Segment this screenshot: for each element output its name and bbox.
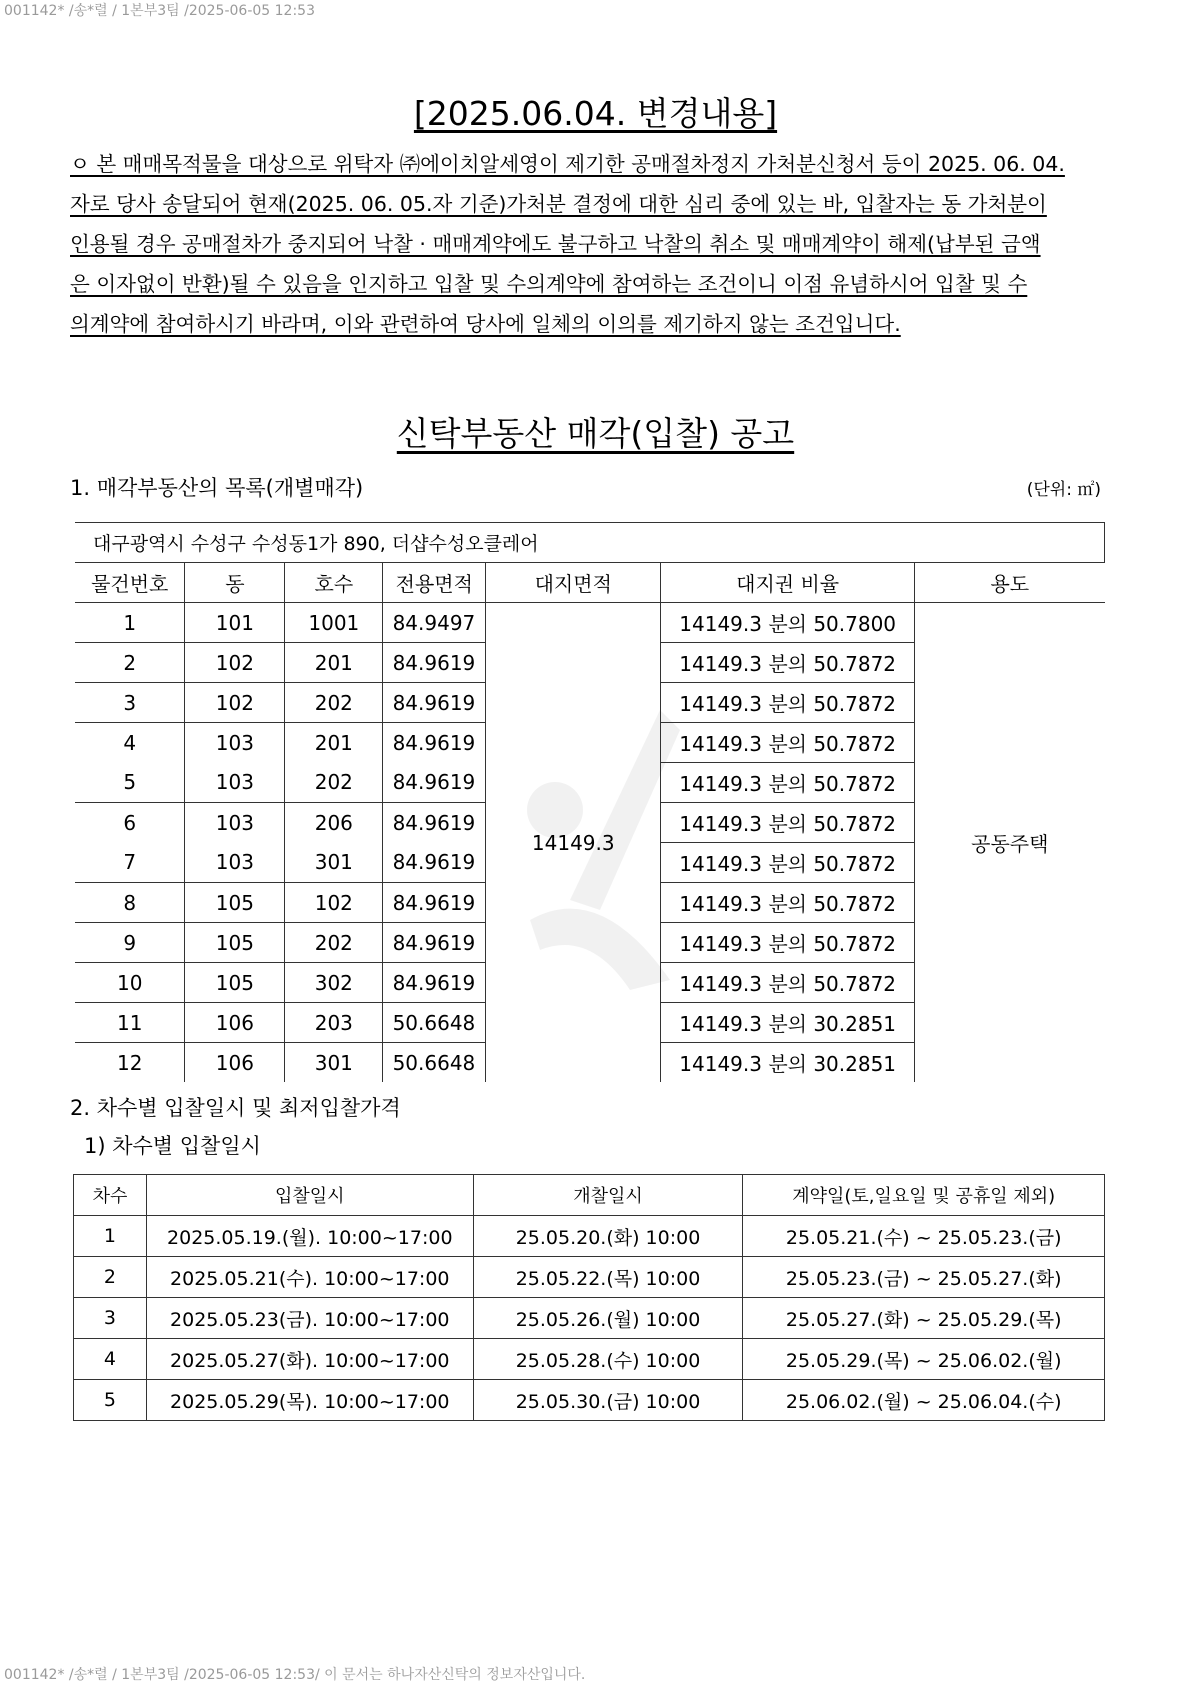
item-no: 5 [75,763,185,803]
header-item-no: 물건번호 [75,563,185,603]
contract-date: 25.05.23.(금) ~ 25.05.27.(화) [743,1257,1105,1298]
table-row [74,1298,1105,1339]
header-ho: 호수 [285,563,383,603]
exclusive-area: 84.9619 [383,723,486,763]
contract-date: 25.05.27.(화) ~ 25.05.29.(목) [743,1298,1105,1339]
exclusive-area: 84.9497 [383,603,486,643]
item-no: 8 [75,883,185,923]
round: 2 [74,1257,147,1298]
bid-datetime: 2025.05.21(수). 10:00~17:00 [146,1257,473,1298]
dong: 102 [185,683,285,723]
dong: 103 [185,843,285,883]
dong: 105 [185,883,285,923]
open-datetime: 25.05.22.(목) 10:00 [473,1257,743,1298]
table-row [74,1339,1105,1380]
ho: 202 [285,923,383,963]
ho: 202 [285,763,383,803]
ho: 201 [285,723,383,763]
round: 3 [74,1298,147,1339]
unit-label: (단위: ㎡) [1026,480,1101,500]
notice-line: ㅇ 본 매매목적물을 대상으로 위탁자 ㈜에이치알세영이 제기한 공매절차정지 가처분신청서 등이 2025. 06. 04. [70,152,1065,176]
exclusive-area: 84.9619 [383,923,486,963]
header-open-datetime: 개찰일시 [473,1175,743,1216]
table-row [74,1380,1105,1421]
ho: 202 [285,683,383,723]
bid-datetime: 2025.05.19.(월). 10:00~17:00 [146,1216,473,1257]
bid-datetime: 2025.05.23(금). 10:00~17:00 [146,1298,473,1339]
dong: 103 [185,723,285,763]
dong: 103 [185,763,285,803]
exclusive-area: 84.9619 [383,883,486,923]
item-no: 9 [75,923,185,963]
round: 1 [74,1216,147,1257]
ho: 206 [285,803,383,843]
dong: 102 [185,643,285,683]
ho: 203 [285,1003,383,1043]
item-no: 2 [75,643,185,683]
notice-line: 은 이자없이 반환)될 수 있음을 인지하고 입찰 및 수의계약에 참여하는 조건이니 이점 유념하시어 입찰 및 수 [70,272,1028,296]
item-no: 12 [75,1043,185,1083]
table-row [74,1257,1105,1298]
land-ratio: 14149.3 분의 50.7800 [661,603,915,643]
land-ratio: 14149.3 분의 50.7872 [661,643,915,683]
exclusive-area: 84.9619 [383,643,486,683]
ho: 1001 [285,603,383,643]
exclusive-area: 84.9619 [383,963,486,1003]
header-land-area: 대지면적 [486,563,661,603]
schedule-table [73,1174,1105,1421]
land-ratio: 14149.3 분의 30.2851 [661,1003,915,1043]
section2-subtitle: 1) 차수별 입찰일시 [84,1134,261,1158]
dong: 105 [185,963,285,1003]
table-header-row [74,1175,1105,1216]
header-round: 차수 [74,1175,147,1216]
exclusive-area: 50.6648 [383,1003,486,1043]
item-no: 3 [75,683,185,723]
header-exclusive-area: 전용면적 [383,563,486,603]
land-ratio: 14149.3 분의 50.7872 [661,763,915,803]
property-address: 대구광역시 수성구 수성동1가 890, 더샵수성오클레어 [75,523,1105,563]
change-notice-title: [2025.06.04. 변경내용] [413,94,778,133]
open-datetime: 25.05.26.(월) 10:00 [473,1298,743,1339]
bid-datetime: 2025.05.29(목). 10:00~17:00 [146,1380,473,1421]
land-area: 14149.3 [486,603,661,1083]
land-ratio: 14149.3 분의 50.7872 [661,723,915,763]
header-stamp: 001142* /송*렬 / 1본부3팀 /2025-06-05 12:53 [4,3,315,19]
item-no: 7 [75,843,185,883]
notice-line: 의계약에 참여하시기 바라며, 이와 관련하여 당사에 일체의 이의를 제기하지 않는 조건입니다. [70,312,901,336]
contract-date: 25.05.21.(수) ~ 25.05.23.(금) [743,1216,1105,1257]
item-no: 1 [75,603,185,643]
dong: 105 [185,923,285,963]
bid-datetime: 2025.05.27(화). 10:00~17:00 [146,1339,473,1380]
round: 4 [74,1339,147,1380]
notice-line: 자로 당사 송달되어 현재(2025. 06. 05.자 기준)가처분 결정에 대한 심리 중에 있는 바, 입찰자는 동 가처분이 [70,192,1047,216]
header-use: 용도 [915,563,1105,603]
use: 공동주택 [971,832,1049,856]
dong: 106 [185,1003,285,1043]
exclusive-area: 84.9619 [383,803,486,843]
ho: 102 [285,883,383,923]
header-contract-date: 계약일(토,일요일 및 공휴일 제외) [743,1175,1105,1216]
dong: 101 [185,603,285,643]
open-datetime: 25.05.20.(화) 10:00 [473,1216,743,1257]
item-no: 11 [75,1003,185,1043]
land-ratio: 14149.3 분의 50.7872 [661,963,915,1003]
section1-title: 1. 매각부동산의 목록(개별매각) [70,476,364,500]
item-no: 6 [75,803,185,843]
ho: 301 [285,843,383,883]
footer-stamp: 001142* /송*렬 / 1본부3팀 /2025-06-05 12:53/ 이 문서는 하나자산신탁의 정보자산입니다. [4,1667,586,1683]
header-dong: 동 [185,563,285,603]
section2-title: 2. 차수별 입찰일시 및 최저입찰가격 [70,1096,401,1120]
dong: 103 [185,803,285,843]
land-ratio: 14149.3 분의 50.7872 [661,883,915,923]
table-row [74,1216,1105,1257]
property-table [75,522,1105,1082]
header-bid-datetime: 입찰일시 [146,1175,473,1216]
page-title: 신탁부동산 매각(입찰) 공고 [396,414,795,453]
exclusive-area: 50.6648 [383,1043,486,1083]
ho: 301 [285,1043,383,1083]
table-row [75,603,1105,643]
ho: 302 [285,963,383,1003]
item-no: 4 [75,723,185,763]
open-datetime: 25.05.28.(수) 10:00 [473,1339,743,1380]
open-datetime: 25.05.30.(금) 10:00 [473,1380,743,1421]
header-land-ratio: 대지권 비율 [661,563,915,603]
change-notice-body [70,144,1120,344]
land-ratio: 14149.3 분의 50.7872 [661,803,915,843]
land-ratio: 14149.3 분의 50.7872 [661,683,915,723]
contract-date: 25.05.29.(목) ~ 25.06.02.(월) [743,1339,1105,1380]
round: 5 [74,1380,147,1421]
table-header-row [75,563,1105,603]
land-ratio: 14149.3 분의 30.2851 [661,1043,915,1083]
item-no: 10 [75,963,185,1003]
exclusive-area: 84.9619 [383,683,486,723]
dong: 106 [185,1043,285,1083]
ho: 201 [285,643,383,683]
land-ratio: 14149.3 분의 50.7872 [661,843,915,883]
land-ratio: 14149.3 분의 50.7872 [661,923,915,963]
contract-date: 25.06.02.(월) ~ 25.06.04.(수) [743,1380,1105,1421]
exclusive-area: 84.9619 [383,763,486,803]
exclusive-area: 84.9619 [383,843,486,883]
notice-line: 인용될 경우 공매절차가 중지되어 낙찰 · 매매계약에도 불구하고 낙찰의 취소 및 매매계약이 해제(납부된 금액 [70,232,1041,256]
